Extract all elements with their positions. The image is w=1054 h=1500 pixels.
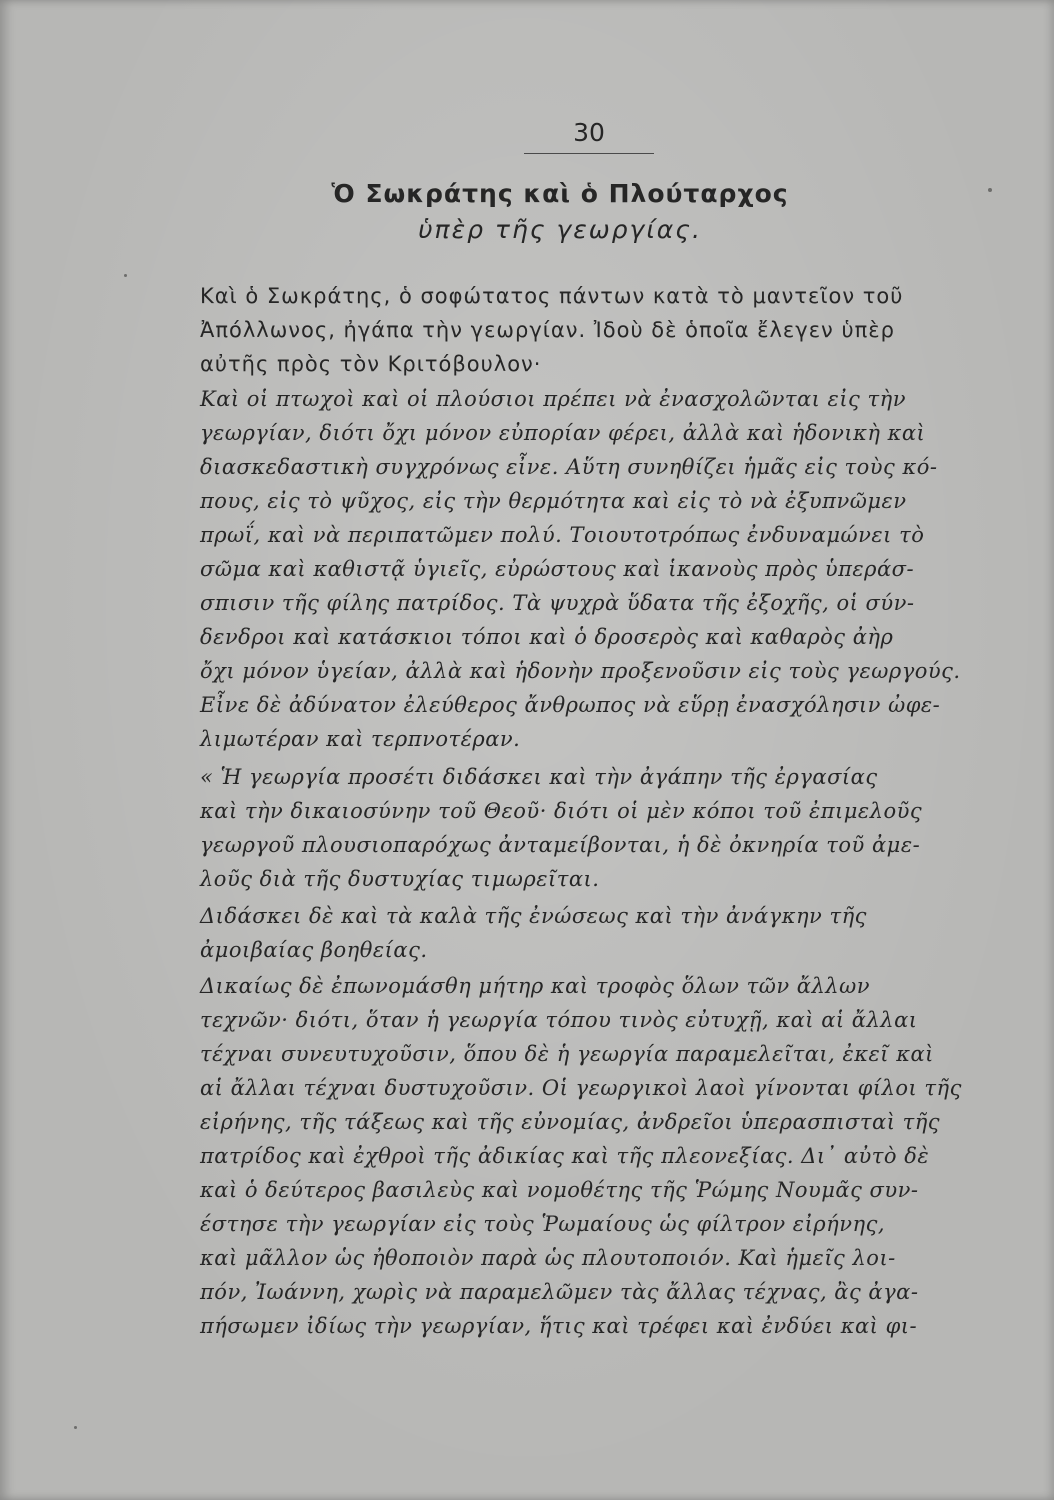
text-line: δενδροι καὶ κατάσκιοι τόποι καὶ ὁ δροσερὸς καὶ καθαρὸς ἀὴρ [200, 625, 894, 649]
text-line: πατρίδος καὶ ἐχθροὶ τῆς ἀδικίας καὶ τῆς πλεονεξίας. Δι᾿ αὐτὸ δὲ [200, 1144, 930, 1168]
intro-line: αὐτῆς πρὸς τὸν Κριτόβουλον· [200, 352, 542, 376]
text-line: τέχναι συνευτυχοῦσιν, ὅπου δὲ ἡ γεωργία παραμελεῖται, ἐκεῖ καὶ [200, 1042, 934, 1066]
paper-speck [124, 274, 127, 277]
text-line: γεωργοῦ πλουσιοπαρόχως ἀνταμείβονται, ἡ δὲ ὀκνηρία τοῦ ἀμε- [200, 833, 921, 857]
text-line: πόν, Ἰωάννη, χωρὶς νὰ παραμελῶμεν τὰς ἄλλας τέχνας, ἂς ἀγα- [200, 1280, 919, 1304]
intro-line: Καὶ ὁ Σωκράτης, ὁ σοφώτατος πάντων κατὰ τὸ μαντεῖον τοῦ [200, 284, 904, 308]
text-line: καὶ ὁ δεύτερος βασιλεὺς καὶ νομοθέτης τῆς Ῥώμης Νουμᾶς συν- [200, 1178, 919, 1202]
text-line: πρωΐ, καὶ νὰ περιπατῶμεν πολύ. Τοιουτοτρόπως ἐνδυναμώνει τὸ [200, 523, 925, 547]
text-line: ἀμοιβαίας βοηθείας. [200, 938, 428, 962]
page-number-rule [524, 153, 654, 154]
text-line: έστησε τὴν γεωργίαν εἰς τοὺς Ῥωμαίους ὡς φίλτρον εἰρήνης, [200, 1212, 886, 1236]
text-line: λοῦς διὰ τῆς δυστυχίας τιμωρεῖται. [200, 867, 600, 891]
chapter-title-line-2: ὑπὲρ τῆς γεωργίας. [418, 215, 702, 244]
text-line: σπισιν τῆς φίλης πατρίδος. Τὰ ψυχρὰ ὕδατα τῆς ἐξοχῆς, οἱ σύν- [200, 591, 915, 615]
text-line: Διδάσκει δὲ καὶ τὰ καλὰ τῆς ἐνώσεως καὶ τὴν ἀνάγκην τῆς [200, 904, 867, 928]
page-number: 30 [573, 118, 605, 147]
intro-line: Ἀπόλλωνος, ἠγάπα τὴν γεωργίαν. Ἰδοὺ δὲ ὁποῖα ἔλεγεν ὑπὲρ [200, 318, 895, 342]
text-line: « Ἡ γεωργία προσέτι διδάσκει καὶ τὴν ἀγάπην τῆς ἐργασίας [200, 765, 878, 789]
text-line: λιμωτέραν καὶ τερπνοτέραν. [200, 727, 521, 751]
text-line: σῶμα καὶ καθιστᾷ ὑγιεῖς, εὐρώστους καὶ ἱκανοὺς πρὸς ὑπεράσ- [200, 557, 915, 581]
text-line: γεωργίαν, διότι ὄχι μόνον εὐπορίαν φέρει, ἀλλὰ καὶ ἡδονικὴ καὶ [200, 421, 926, 445]
text-line: Εἶνε δὲ ἀδύνατον ἐλεύθερος ἄνθρωπος νὰ εὕρῃ ἐνασχόλησιν ὠφε- [200, 693, 941, 717]
text-line: πήσωμεν ἰδίως τὴν γεωργίαν, ἥτις καὶ τρέφει καὶ ἐνδύει καὶ φι- [200, 1314, 918, 1338]
text-line: εἰρήνης, τῆς τάξεως καὶ τῆς εὐνομίας, ἀνδρεῖοι ὑπερασπισταὶ τῆς [200, 1110, 941, 1134]
paper-speck [74, 1426, 77, 1429]
text-line: καὶ τὴν δικαιοσύνην τοῦ Θεοῦ· διότι οἱ μὲν κόποι τοῦ ἐπιμελοῦς [200, 799, 923, 823]
text-line: καὶ μᾶλλον ὡς ἠθοποιὸν παρὰ ὡς πλουτοποιόν. Καὶ ἡμεῖς λοι- [200, 1246, 896, 1270]
text-line: Καὶ οἱ πτωχοὶ καὶ οἱ πλούσιοι πρέπει νὰ ἐνασχολῶνται εἰς τὴν [200, 387, 906, 411]
text-line: τεχνῶν· διότι, ὅταν ἡ γεωργία τόπου τινὸς εὐτυχῇ, καὶ αἱ ἄλλαι [200, 1008, 918, 1032]
chapter-title-line-1: Ὁ Σωκράτης καὶ ὁ Πλούταρχος [331, 179, 789, 208]
text-line: Δικαίως δὲ ἐπωνομάσθη μήτηρ καὶ τροφὸς ὅλων τῶν ἄλλων [200, 974, 870, 998]
text-line: διασκεδαστικὴ συγχρόνως εἶνε. Αὕτη συνηθίζει ἡμᾶς εἰς τοὺς κό- [200, 455, 938, 479]
text-line: πους, εἰς τὸ ψῦχος, εἰς τὴν θερμότητα καὶ εἰς τὸ νὰ ἐξυπνῶμεν [200, 489, 907, 513]
text-line: ὄχι μόνον ὑγείαν, ἀλλὰ καὶ ἡδονὴν προξενοῦσιν εἰς τοὺς γεωργούς. [200, 659, 961, 683]
text-line: αἱ ἄλλαι τέχναι δυστυχοῦσιν. Οἱ γεωργικοὶ λαοὶ γίνονται φίλοι τῆς [200, 1076, 962, 1100]
paper-speck [988, 188, 992, 192]
